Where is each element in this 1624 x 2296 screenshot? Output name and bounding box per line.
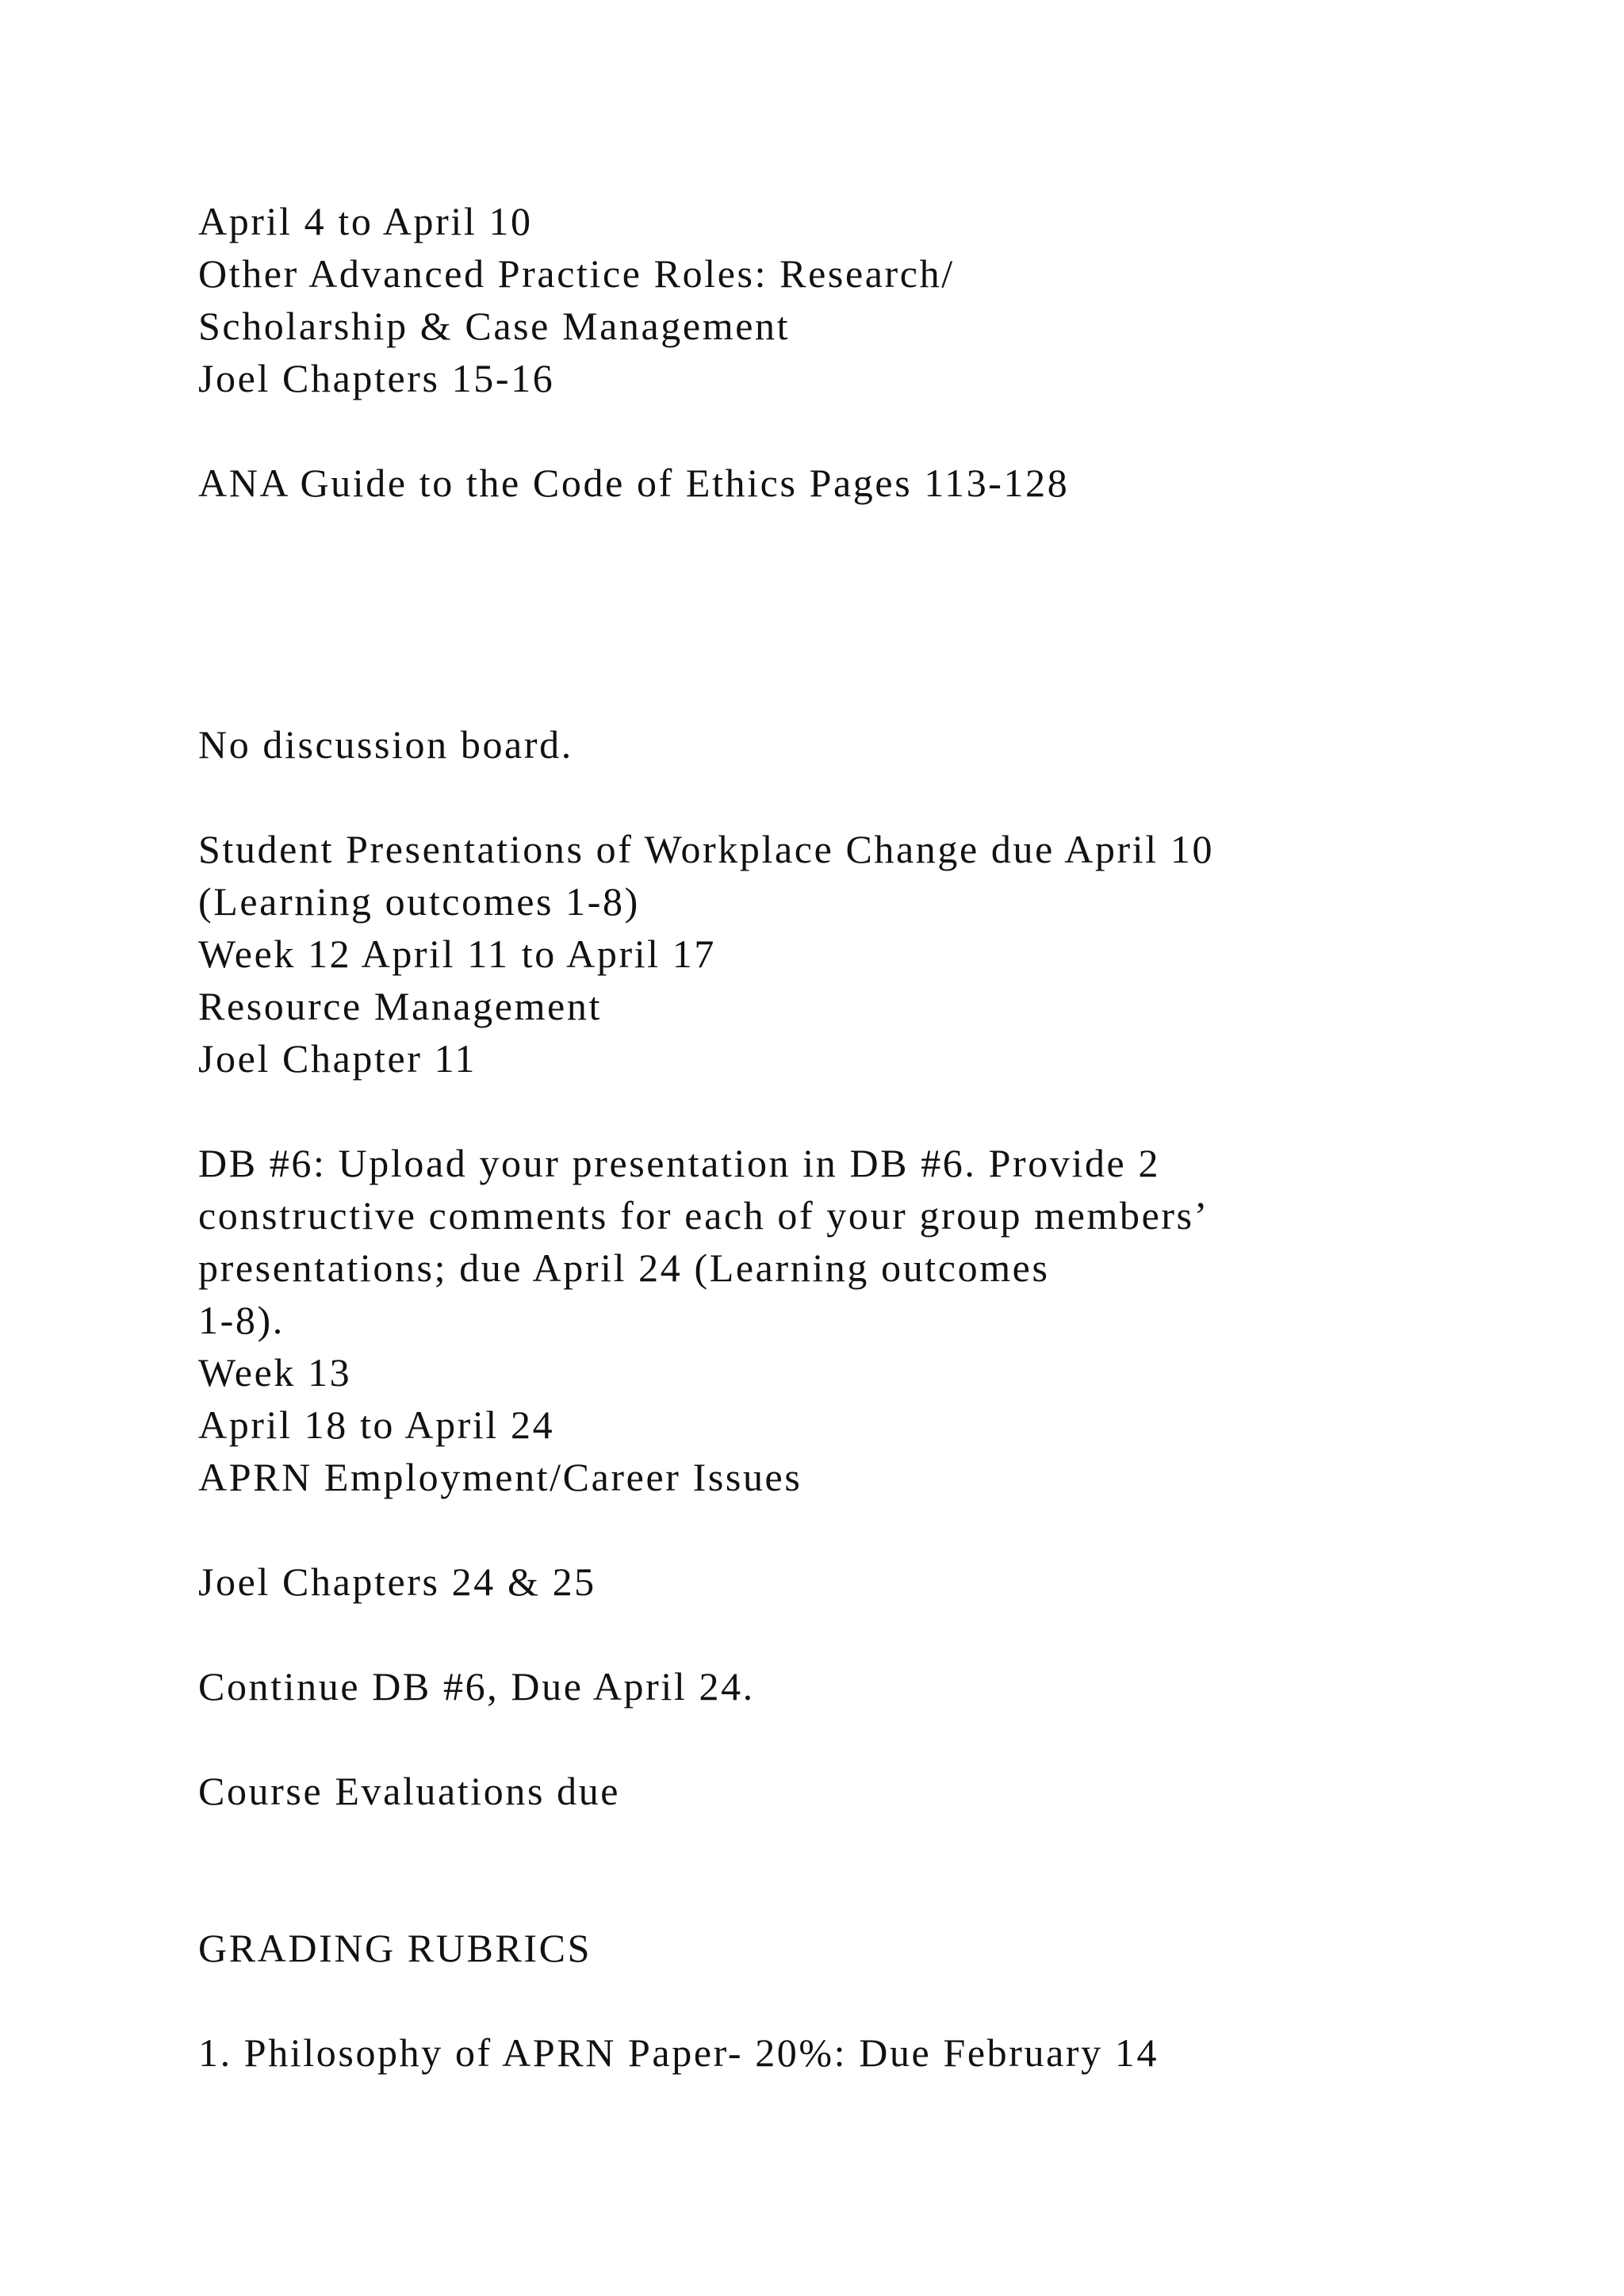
text-line: Scholarship & Case Management bbox=[198, 304, 791, 348]
text-line: No discussion board. bbox=[198, 722, 573, 767]
section-heading: GRADING RUBRICS bbox=[198, 1926, 592, 1970]
blank-line bbox=[198, 561, 1586, 614]
text-line: Course Evaluations due bbox=[198, 1769, 621, 1813]
text-line: Continue DB #6, Due April 24. bbox=[198, 1664, 755, 1709]
text-line: constructive comments for each of your group members’ bbox=[198, 1193, 1209, 1238]
text-line: Week 12 April 11 to April 17 bbox=[198, 932, 716, 976]
blank-line bbox=[198, 1817, 1586, 1869]
blank-line bbox=[198, 509, 1586, 561]
text-line: Joel Chapters 24 & 25 bbox=[198, 1559, 596, 1604]
text-line: (Learning outcomes 1-8) bbox=[198, 879, 640, 924]
blank-line bbox=[198, 1712, 1586, 1765]
blank-line bbox=[198, 666, 1586, 718]
blank-line bbox=[198, 1608, 1586, 1660]
text-line: April 18 to April 24 bbox=[198, 1402, 555, 1447]
blank-line bbox=[198, 1869, 1586, 1922]
blank-line bbox=[198, 404, 1586, 457]
text-line: presentations; due April 24 (Learning outcomes bbox=[198, 1246, 1050, 1290]
text-line: Student Presentations of Workplace Change due April 10 bbox=[198, 827, 1215, 871]
blank-line bbox=[198, 614, 1586, 666]
document-text bbox=[198, 195, 1586, 2079]
blank-line bbox=[198, 1503, 1586, 1556]
text-line: Week 13 bbox=[198, 1350, 352, 1395]
text-line: Other Advanced Practice Roles: Research/ bbox=[198, 251, 955, 296]
blank-line bbox=[198, 771, 1586, 823]
text-line: April 4 to April 10 bbox=[198, 199, 533, 243]
text-line: Joel Chapters 15-16 bbox=[198, 356, 555, 400]
text-line: Resource Management bbox=[198, 984, 602, 1028]
blank-line bbox=[198, 1974, 1586, 2026]
text-line: ANA Guide to the Code of Ethics Pages 113-128 bbox=[198, 461, 1070, 505]
blank-line bbox=[198, 1085, 1586, 1137]
text-line: Joel Chapter 11 bbox=[198, 1036, 477, 1081]
text-line: APRN Employment/Career Issues bbox=[198, 1455, 802, 1499]
text-line: 1. Philosophy of APRN Paper- 20%: Due February 14 bbox=[198, 2030, 1159, 2075]
text-line: 1-8). bbox=[198, 1298, 285, 1342]
text-line: DB #6: Upload your presentation in DB #6. Provide 2 bbox=[198, 1141, 1161, 1185]
